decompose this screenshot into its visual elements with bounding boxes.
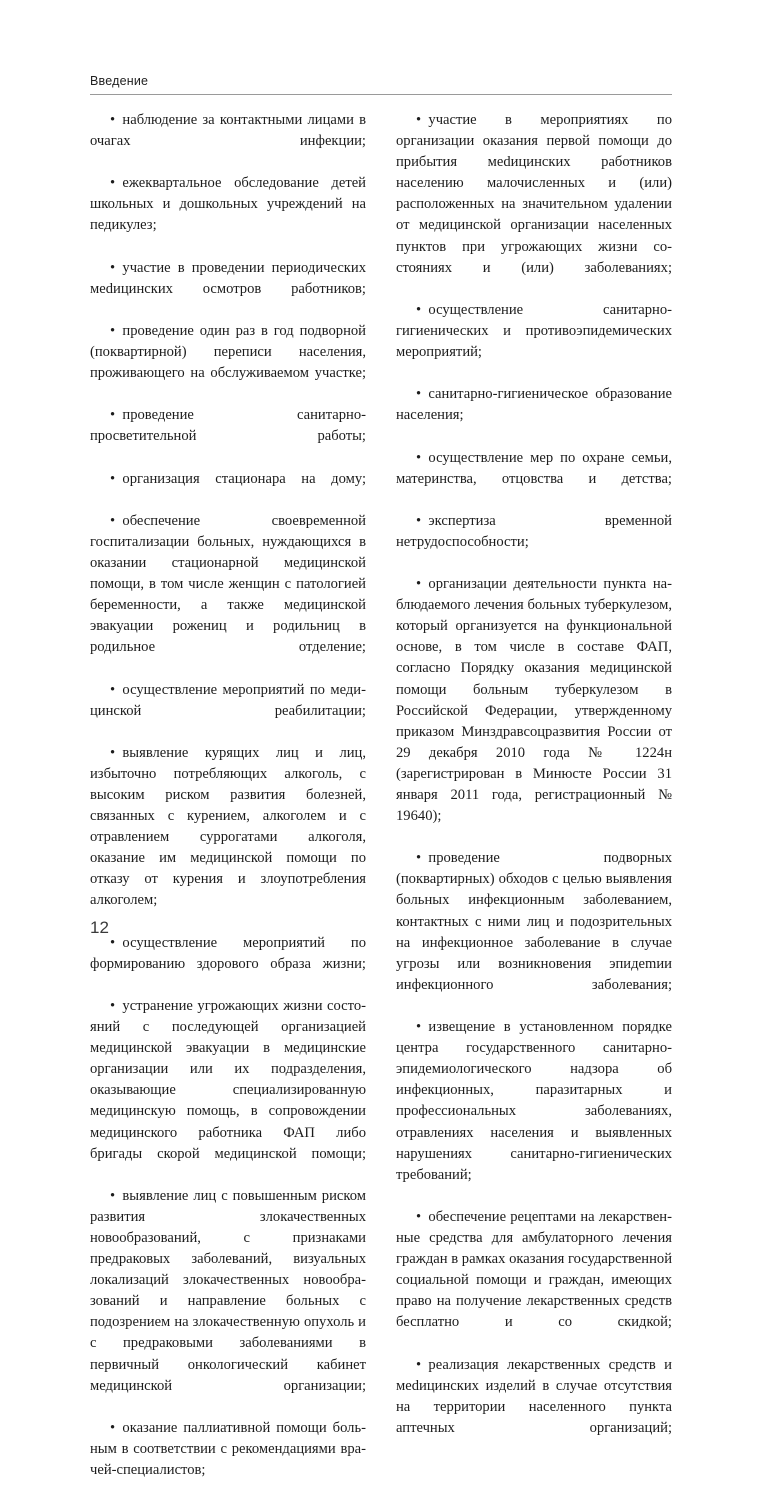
- bullet-icon: •: [110, 1419, 123, 1436]
- list-item-text: выявление курящих лиц и лиц, избыточно потребляющих алкоголь, с высоким риском развития болезней, связанных с курением, алкоголем и с отравлением суррогатами алкоголя, оказание им медицинской помощи по отказу от курения и злоупотребления алкоголем;: [90, 744, 366, 909]
- list-item: [396, 384, 672, 447]
- list-item-text: экспертиза временной нетрудоспособности;: [396, 512, 672, 550]
- list-item: [90, 933, 366, 996]
- running-head-rule: [90, 94, 672, 95]
- bullet-icon: •: [110, 681, 123, 698]
- list-item-text: осуществление мероприятий по медицинской реабилитации;: [90, 681, 366, 719]
- bullet-icon: •: [110, 512, 123, 529]
- list-item: [90, 1186, 366, 1418]
- body-columns: [90, 110, 672, 1502]
- list-item-text: осуществление мер по охране семьи, материнства, отцовства и детства;: [396, 449, 672, 487]
- bullet-icon: •: [110, 1187, 123, 1204]
- list-item: [90, 321, 366, 405]
- bullet-icon: •: [110, 934, 123, 951]
- list-item-text: санитарно-гигиеническое образование населения;: [396, 386, 672, 424]
- list-item-text: проведение подворных (поквартирных) обходов с целью выявления больных инфекционным заболеванием, контактных с ними лиц и подозрительных на инфекционное заболевание в случае угрозы или возникновения эпидеmии инфекционного заболевания;: [396, 850, 672, 993]
- bullet-icon: •: [416, 576, 429, 593]
- list-item: [396, 574, 672, 848]
- bullet-icon: •: [110, 744, 123, 761]
- bullet-icon: •: [110, 997, 123, 1014]
- list-item-text: участие в мероприятиях по организации оказания первой помощи до прибытия меdицинских работников населению малочисленных и (или) расположенных на значительном удалении от медицинской организации населенных пунктов при угрожающих жизни состояниях и (или) заболеваниях;: [396, 112, 672, 276]
- list-item: [90, 1418, 366, 1502]
- left-column: [90, 110, 366, 1502]
- list-item-text: осуществление мероприятий по формированию здорового образа жизни;: [90, 934, 366, 972]
- list-item-text: обеспечение своевременной госпитализации больных, нуждающихся в оказании стационарной медицинской помощи, в том числе женщин с патологией беременности, а также медицинской эвакуации рожениц и родильниц в родильное отделение;: [90, 512, 366, 656]
- list-item-text: выявление лиц с повышенным риском развития злокачественных новообразований, с признаками предраковых заболеваний, визуальных локализаций злокачественных новообразований и направление больных с подозрением на злокачественную опухоль и с предраковыми заболеваниями в первичный онкологический кабинет медицинской организации;: [90, 1187, 366, 1394]
- list-item: [90, 743, 366, 933]
- list-item-text: обеспечение рецептами на лекарственные средства для амбулаторного лечения граждан в рамках оказания государственной социальной помощи и граждан, имеющих право на получение лекарственных средств бесплатно и со скидкой;: [396, 1208, 672, 1331]
- bullet-icon: •: [110, 259, 123, 276]
- list-item: [90, 680, 366, 743]
- list-item-text: извещение в установленном порядке центра государственного санитарно-эпидемиологического надзора об инфекционных, паразитарных и профессиональных заболеваниях, отравлениях населения и выявленных нарушениях санитарно-гигиенических требований;: [396, 1019, 672, 1183]
- list-item-text: проведение один раз в год подворной (поквартирной) переписи населения, проживающего на обслуживаемом участке;: [90, 322, 366, 382]
- list-item: [396, 848, 672, 1017]
- list-item: [90, 110, 366, 173]
- bullet-icon: •: [416, 1208, 429, 1225]
- list-item: [396, 511, 672, 574]
- list-item-text: устранение угрожающих жизни состояний с последующей организацией медицинской эвакуации в медицинские организации или их подразделения, оказывающие специализированную медицинскую помощь, в сопровождении медицинского работника ФАП либо бригады скорой медицинской помощи;: [90, 997, 366, 1162]
- list-item: [396, 1355, 672, 1460]
- list-item-text: ежеквартальное обследование детей школьных и дошкольных учреждений на педикулез;: [90, 175, 366, 234]
- list-item-text: организация стационара на дому;: [122, 470, 366, 487]
- running-head-title: Введение: [90, 74, 149, 88]
- list-item: [90, 258, 366, 321]
- bullet-icon: •: [416, 301, 429, 318]
- list-item-text: организации деятельности пункта наблюдаемого лечения больных туберкулезом, который организуется на функциональной основе, в том числе в составе ФАП, согласно Порядку оказания медицинской помощи больным туберкулезом в Российской Федерации, утвержденному приказом Минздравсоцразвития России от 29 декабря 2010 года № 1224н (зарегистрирован в Минюсте России 31 января 2011 года, регистрационный № 19640);: [396, 576, 672, 825]
- list-item: [396, 448, 672, 511]
- list-item-text: проведение санитарно-просветительной работы;: [90, 407, 366, 445]
- bullet-icon: •: [416, 850, 429, 867]
- bullet-icon: •: [110, 470, 123, 487]
- bullet-icon: •: [110, 322, 123, 339]
- list-item-text: осуществление санитарно-гигиенических и противоэпидемических мероприятий;: [396, 301, 672, 361]
- list-item: [90, 511, 366, 680]
- list-item: [396, 300, 672, 384]
- bullet-icon: •: [416, 1356, 429, 1373]
- list-item: [396, 1207, 672, 1355]
- bullet-icon: •: [416, 386, 429, 403]
- bullet-icon: •: [110, 407, 123, 424]
- list-item: [396, 110, 672, 300]
- list-item-text: участие в проведении периодических меdицинских осмотров работников;: [90, 259, 366, 297]
- list-item-text: оказание паллиативной помощи больным в соответствии с рекомендациями врачей-специалистов;: [90, 1419, 366, 1478]
- list-item: [90, 996, 366, 1186]
- list-item: [90, 405, 366, 468]
- right-column: [396, 110, 672, 1460]
- bullet-icon: •: [416, 1019, 429, 1036]
- bullet-icon: •: [110, 112, 123, 128]
- list-item: [90, 469, 366, 511]
- list-item-text: наблюдение за контактными лицами в очагах инфекции;: [90, 112, 366, 150]
- bullet-icon: •: [416, 449, 429, 466]
- bullet-icon: •: [110, 175, 123, 192]
- list-item-text: реализация лекарственных средств и меdицинских изделий в случае отсутствия на территории населенного пункта аптечных организаций;: [396, 1356, 672, 1436]
- list-item: [396, 1017, 672, 1207]
- list-item: [90, 173, 366, 257]
- bullet-icon: •: [416, 512, 429, 529]
- bullet-icon: •: [416, 112, 429, 128]
- page-number: 12: [90, 918, 109, 937]
- running-head: [90, 74, 672, 95]
